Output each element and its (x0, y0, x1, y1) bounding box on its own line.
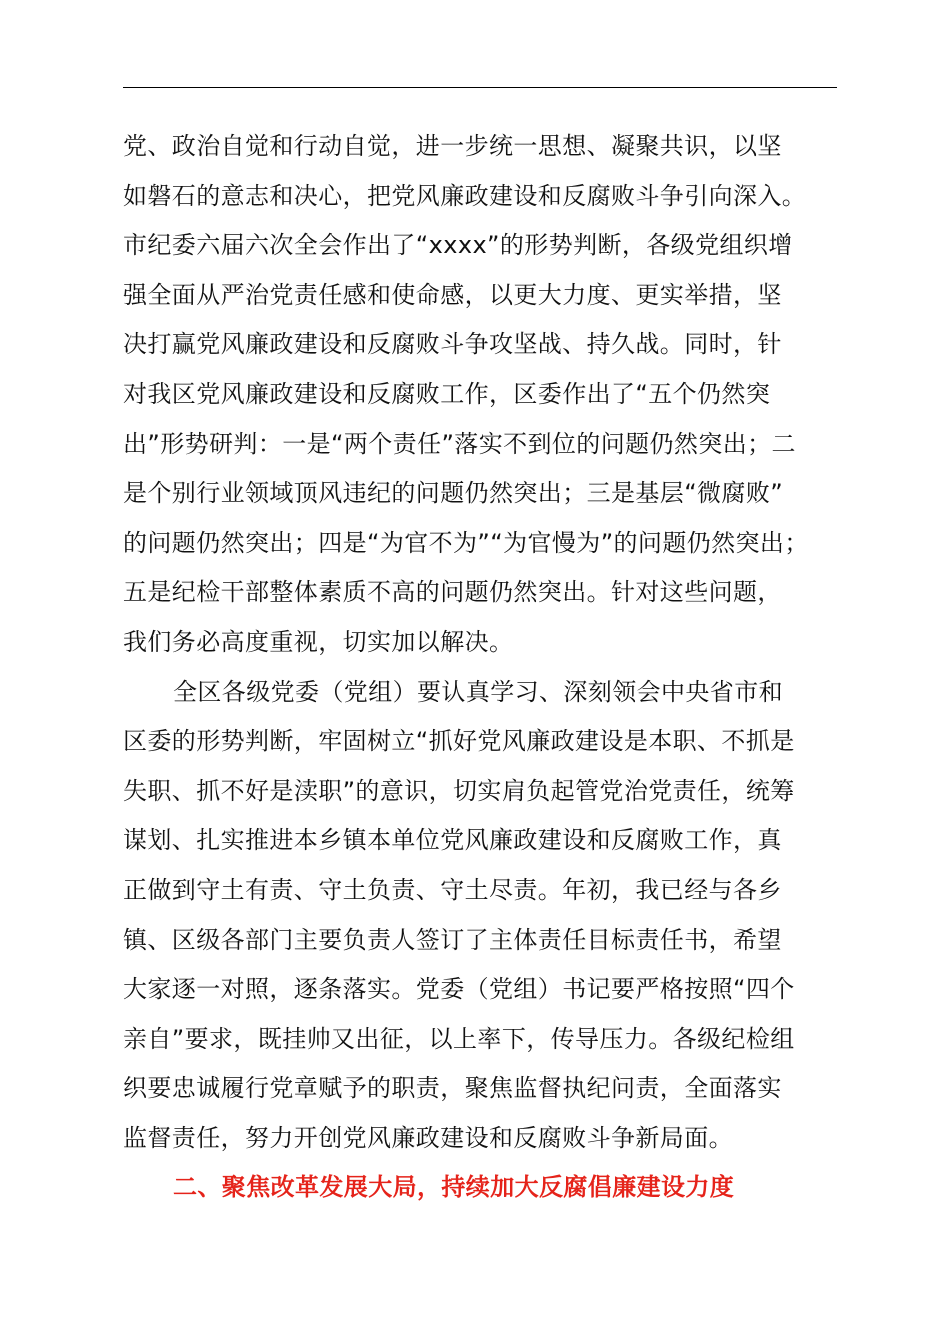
text-line: 对我区党风廉政建设和反腐败工作，区委作出了“五个仍然突 (123, 379, 771, 408)
text-line: 谋划、扎实推进本乡镇本单位党风廉政建设和反腐败工作，真 (123, 826, 782, 855)
text-line: 失职、抓不好是渎职”的意识，切实肩负起管党治党责任，统筹 (123, 776, 795, 805)
text-line: 决打赢党风廉政建设和反腐败斗争攻坚战、持久战。同时，针 (123, 330, 782, 359)
text-line: 强全面从严治党责任感和使命感，以更大力度、更实举措，坚 (123, 280, 782, 309)
text-line: 我们务必高度重视，切实加以解决。 (123, 627, 514, 656)
text-line: 的问题仍然突出；四是“为官不为”“为官慢为”的问题仍然突出； (123, 528, 809, 557)
section-heading: 二、聚焦改革发展大局，持续加大反腐倡廉建设力度 (173, 1173, 735, 1202)
text-line: 出”形势研判：一是“两个责任”落实不到位的问题仍然突出；二 (123, 429, 796, 458)
text-line: 正做到守土有责、守土负责、守土尽责。年初，我已经与各乡 (123, 875, 782, 904)
text-line: 市纪委六届六次全会作出了“xxxx”的形势判断，各级党组织增 (123, 231, 793, 260)
text-line: 是个别行业领域顶风违纪的问题仍然突出；三是基层“微腐败” (123, 479, 784, 508)
text-line: 亲自”要求，既挂帅又出征，以上率下，传导压力。各级纪检组 (123, 1024, 795, 1053)
text-line: 党、政治自觉和行动自觉，进一步统一思想、凝聚共识，以坚 (123, 132, 782, 160)
text-line: 大家逐一对照，逐条落实。党委（党组）书记要严格按照“四个 (123, 975, 795, 1004)
text-line: 区委的形势判断，牢固树立“抓好党风廉政建设是本职、不抓是 (123, 727, 795, 756)
header-rule (123, 87, 837, 88)
text-line: 如磐石的意志和决心，把党风廉政建设和反腐败斗争引向深入。 (123, 181, 807, 210)
text-line: 监督责任，努力开创党风廉政建设和反腐败斗争新局面。 (123, 1123, 733, 1152)
document-body (123, 122, 863, 1213)
text-line: 镇、区级各部门主要负责人签订了主体责任目标责任书，希望 (123, 925, 782, 954)
text-line: 五是纪检干部整体素质不高的问题仍然突出。针对这些问题， (123, 578, 782, 607)
paragraph-2 (123, 668, 863, 1164)
text-line: 全区各级党委（党组）要认真学习、深刻领会中央省市和 (173, 677, 783, 706)
paragraph-1 (123, 122, 863, 668)
text-line: 织要忠诚履行党章赋予的职责，聚焦监督执纪问责，全面落实 (123, 1074, 782, 1103)
